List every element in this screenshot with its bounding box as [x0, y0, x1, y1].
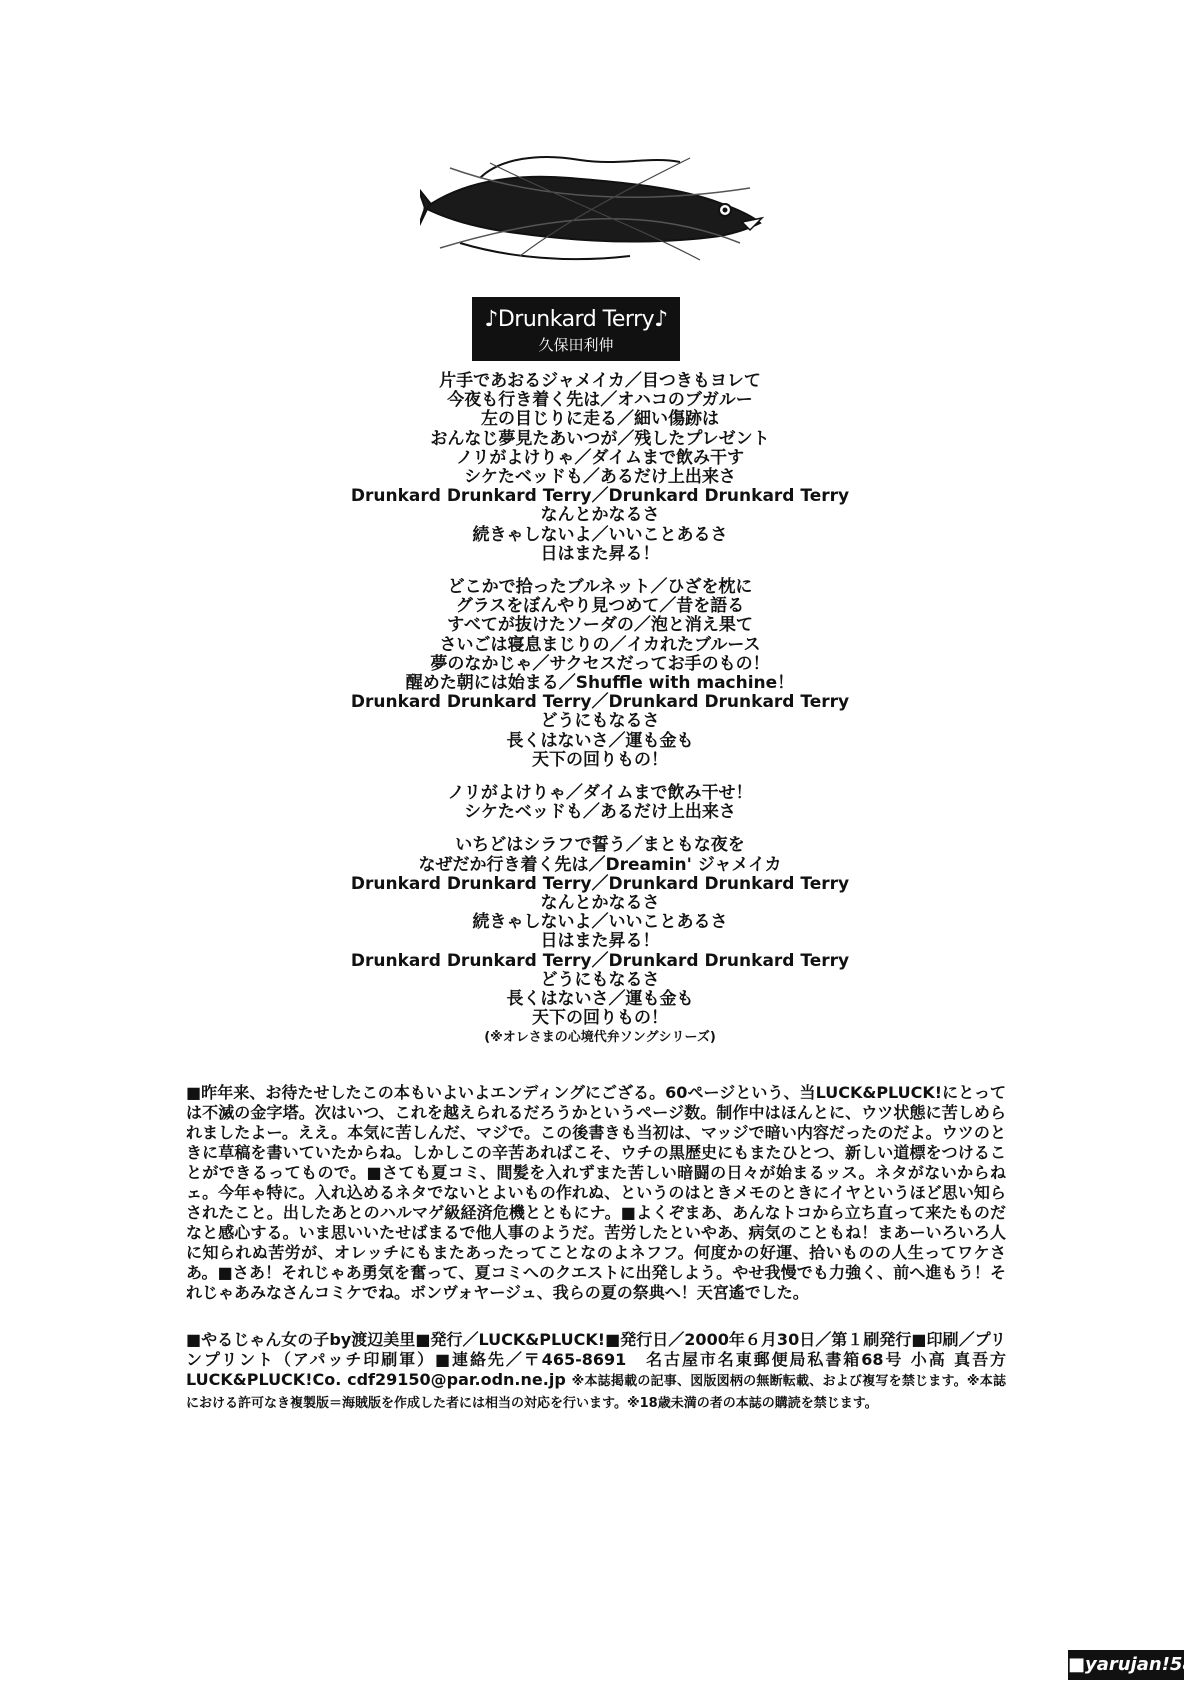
lyric-line: 今夜も行き着く先は／オハコのブガルー: [447, 390, 753, 411]
stanza-1: [340, 372, 860, 564]
song-author: 久保田利伸: [538, 336, 614, 354]
lyric-line: Drunkard Drunkard Terry／Drunkard Drunkard Terry: [350, 950, 850, 971]
lyric-line: シケたベッドも／あるだけ上出来さ: [464, 802, 736, 823]
lyric-line: なんとかなるさ: [540, 893, 660, 914]
lyric-line: 続きゃしないよ／いいことあるさ: [472, 524, 728, 545]
lyric-line: グラスをぼんやり見つめて／昔を語る: [455, 596, 745, 617]
afterword-text: ■昨年来、お待たせしたこの本もいよいよエンディングにござる。60ページという、当LUCK&PLUCK!にとっては不滅の金字塔。次はいつ、これを越えられるだろうかというページ数。制作中はほんとに、ウツ状態に苦しめられましたよー。ええ。本気に苦しんだ、マジで。この後書きも当初は、マッジで暗い内容だったのだよ。ウツのときに草稿を書いていたからね。しかしこの辛苦あればこそ、ウチの黒歴史にもまたひとつ、新しい道標をつけることができるってもので。■さても夏コミ、間髪を入れずまた苦しい暗闘の日々が始まるッス。ネタがないからねェ。今年ゃ特に。入れ込めるネタでないとよいもの作れぬ、というのはときメモのときにイヤというほど思い知らされたこと。出したあとのハルマゲ級経済危機とともにナ。■よくぞまあ、あんなトコから立ち直って来たものだなと感心する。いま思いいたせばまるで他人事のようだ。苦労したといやあ、病気のこともね！まあーいろいろ人に知られぬ苦労が、オレッチにもまたあったってことなのよネフフ。何度かの好運、拾いものの人生ってワケさあ。■さあ！それじゃあ勇気を奮って、夏コミへのクエストに出発しよう。やせ我慢でも力強く、前へ進もう！それじゃあみなさんコミケでね。ボンヴォヤージュ、我らの夏の祭典へ！天宮遙でした。: [186, 1083, 1006, 1302]
lyric-line: なぜだか行き着く先は／Dreamin' ジャメイカ: [418, 854, 782, 875]
lyric-line: さいごは寝息まじりの／イカれたブルース: [439, 634, 761, 655]
lyric-line: 日はまた昇る！: [540, 543, 660, 564]
lyric-line: 片手であおるジャメイカ／目つきもヨレて: [439, 371, 761, 391]
lyric-line: なんとかなるさ: [540, 505, 660, 526]
lyric-line: 左の目じりに走る／細い傷跡は: [481, 409, 719, 430]
page-number-tag: ■yarujan!58: [1068, 1650, 1184, 1680]
lyric-line: 天下の回りもの！: [532, 749, 668, 770]
lyric-line: おんなじ夢見たあいつが／残したプレゼント: [430, 428, 770, 449]
song-title-box: [472, 297, 680, 361]
stanza-4: [340, 836, 860, 1028]
lyric-line: すべてが抜けたソーダの／泡と消え果て: [447, 615, 753, 636]
lyric-line: いちどはシラフで誓う／まともな夜を: [455, 835, 745, 856]
song-title: ♪Drunkard Terry♪: [484, 307, 668, 332]
lyric-line: Drunkard Drunkard Terry／Drunkard Drunkard Terry: [350, 692, 850, 713]
fish-illustration: [420, 148, 765, 268]
colophon-main: ■やるじゃん女の子by渡辺美里■発行／LUCK&PLUCK!■発行日／2000年６月30日／第１刷発行■印刷／プリンプリント（アパッチ印刷軍）■連絡先／〒465-8691 名古屋市名東郵便局私書箱68号 小高 真吾方 LUCK&PLUCK!Co. cdf29150@par.odn.ne.jp: [186, 1330, 1006, 1389]
lyric-line: 長くはないさ／運も金も: [506, 730, 694, 751]
colophon-notice: ※本誌掲載の記事、図版図柄の無断転載、および複写を禁じます。※本誌における許可なき複製版＝海賊版を作成した者には相当の対応を行います。※18歳未満の者の本誌の購読を禁じます。: [186, 1374, 1006, 1411]
lyric-line: どうにもなるさ: [540, 969, 660, 990]
lyric-line: ノリがよけりゃ／ダイムまで飲み干す: [456, 447, 744, 468]
lyric-line: どうにもなるさ: [540, 711, 660, 732]
lyric-line: 天下の回りもの！: [532, 1008, 668, 1029]
lyric-line: どこかで拾ったブルネット／ひざを枕に: [447, 577, 753, 598]
colophon: [186, 1330, 1006, 1414]
lyric-line: 夢のなかじゃ／サクセスだってお手のもの！: [430, 653, 770, 674]
lyric-line: シケたベッドも／あるだけ上出来さ: [464, 467, 736, 488]
lyric-line: Drunkard Drunkard Terry／Drunkard Drunkard Terry: [350, 873, 850, 894]
lyric-line: 長くはないさ／運も金も: [506, 989, 694, 1010]
lyric-line: 日はまた昇る！: [540, 931, 660, 952]
lyrics-note: (※オレさまの心境代弁ソングシリーズ): [484, 1030, 716, 1045]
lyric-line: ノリがよけりゃ／ダイムまで飲み干せ！: [447, 783, 753, 804]
lyrics: [340, 372, 860, 1043]
stanza-3: [340, 784, 860, 822]
lyric-line: Drunkard Drunkard Terry／Drunkard Drunkard Terry: [350, 486, 850, 507]
stanza-2: [340, 578, 860, 770]
lyric-line: 続きゃしないよ／いいことあるさ: [472, 912, 728, 933]
lyric-line: 醒めた朝には始まる／Shuffle with machine！: [405, 673, 795, 694]
